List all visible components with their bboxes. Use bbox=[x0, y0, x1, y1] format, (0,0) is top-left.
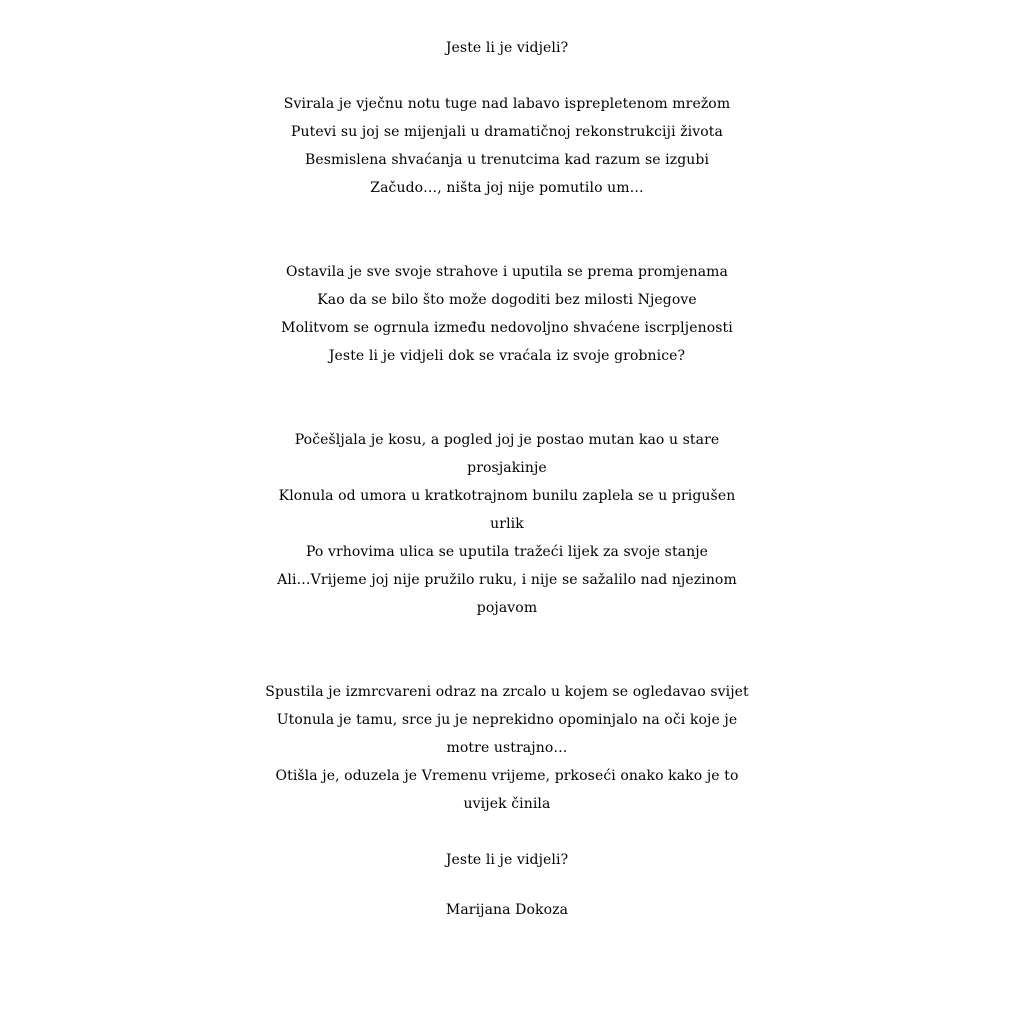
stanza-3-line-6: Ali…Vrijeme joj nije pružilo ruku, i nije se sažalilo nad njezinom bbox=[277, 572, 737, 588]
stanza-4-line-3: motre ustrajno… bbox=[446, 740, 568, 756]
stanza-1-line-1: Svirala je vječnu notu tuge nad labavo isprepletenom mrežom bbox=[283, 96, 731, 112]
stanza-4-line-4: Otišla je, oduzela je Vremenu vrijeme, prkoseći onako kako je to bbox=[275, 768, 739, 784]
stanza-3-line-2: prosjakinje bbox=[467, 460, 547, 476]
stanza-2-line-1: Ostavila je sve svoje strahove i uputila se prema promjenama bbox=[286, 264, 728, 280]
poem-closing-line: Jeste li je vidjeli? bbox=[445, 852, 569, 868]
stanza-3-line-1: Počešljala je kosu, a pogled joj je postao mutan kao u stare bbox=[294, 432, 720, 448]
stanza-3-line-7: pojavom bbox=[476, 600, 538, 616]
poem-author: Marijana Dokoza bbox=[445, 902, 569, 918]
stanza-3-line-5: Po vrhovima ulica se uputila tražeći lijek za svoje stanje bbox=[305, 544, 709, 560]
stanza-1-line-4: Začudo…, ništa joj nije pomutilo um… bbox=[370, 180, 644, 196]
stanza-2-line-4: Jeste li je vidjeli dok se vraćala iz svoje grobnice? bbox=[328, 348, 686, 364]
stanza-4-line-1: Spustila je izmrcvareni odraz na zrcalo u kojem se ogledavao svijet bbox=[265, 684, 749, 700]
stanza-4-line-2: Utonula je tamu, srce ju je neprekidno opominjalo na oči koje je bbox=[276, 712, 738, 728]
stanza-1-line-2: Putevi su joj se mijenjali u dramatičnoj rekonstrukciji života bbox=[291, 124, 723, 140]
stanza-1-line-3: Besmislena shvaćanja u trenutcima kad razum se izgubi bbox=[304, 152, 710, 168]
stanza-2-line-2: Kao da se bilo što može dogoditi bez milosti Njegove bbox=[317, 292, 697, 308]
stanza-2-line-3: Molitvom se ogrnula između nedovoljno shvaćene iscrpljenosti bbox=[281, 320, 733, 336]
stanza-4-line-5: uvijek činila bbox=[463, 796, 551, 812]
stanza-3-line-3: Klonula od umora u kratkotrajnom bunilu zaplela se u prigušen bbox=[278, 488, 736, 504]
stanza-3-line-4: urlik bbox=[490, 516, 524, 532]
poem-title: Jeste li je vidjeli? bbox=[445, 40, 569, 56]
